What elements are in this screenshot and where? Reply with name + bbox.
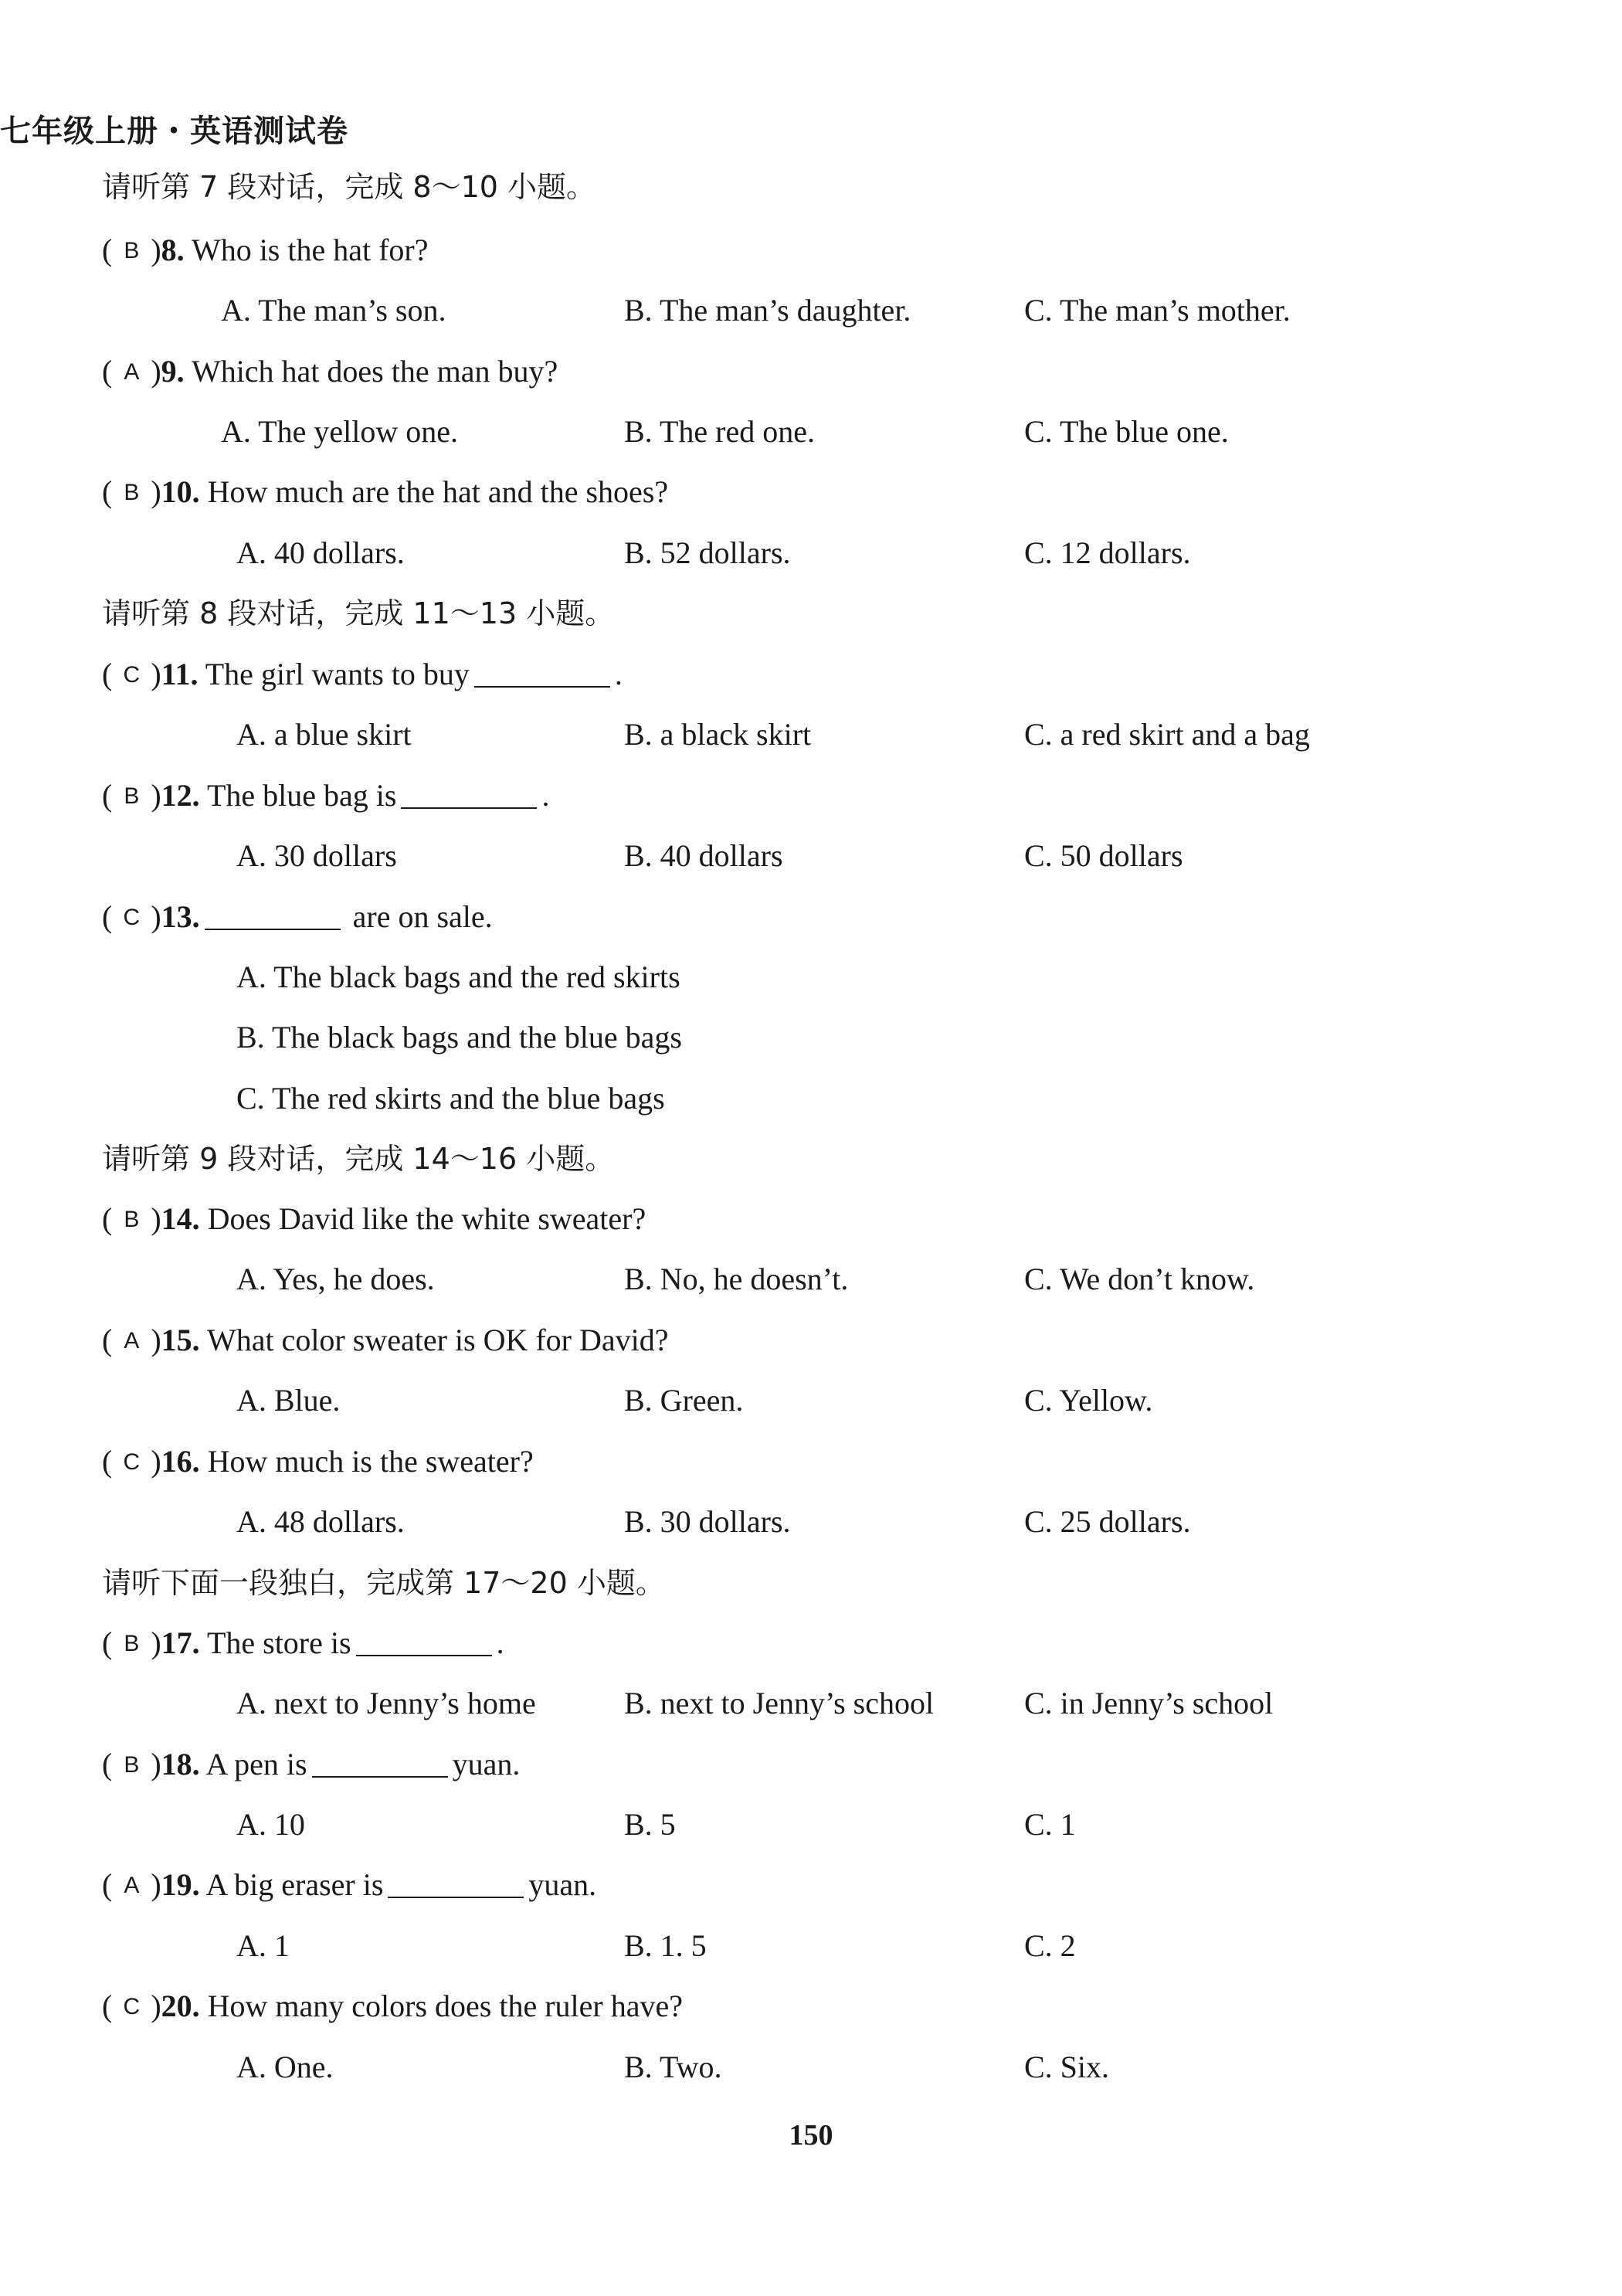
option-17b: B. next to Jenny’s school — [624, 1686, 935, 1720]
question-9: ( A )9. Which hat does the man buy? — [102, 353, 558, 391]
answer-18: B — [124, 1752, 140, 1778]
option-17c: C. in Jenny’s school — [1024, 1686, 1274, 1720]
section-instruction-monologue: 请听下面一段独白，完成第 17～20 小题。 — [102, 1566, 665, 1600]
answer-12: B — [124, 783, 140, 809]
section-instruction-8: 请听第 8 段对话，完成 11～13 小题。 — [102, 596, 615, 630]
option-13c: C. The red skirts and the blue bags — [236, 1081, 665, 1116]
option-15b: B. Green. — [624, 1383, 744, 1418]
section-instruction-9: 请听第 9 段对话，完成 14～16 小题。 — [102, 1142, 615, 1176]
question-13: ( C )13. are on sale. — [102, 898, 493, 936]
answer-blank — [356, 1629, 492, 1656]
question-12: ( B )12. The blue bag is . — [102, 777, 549, 815]
page-number: 150 — [789, 2119, 833, 2152]
option-20c: C. Six. — [1024, 2050, 1110, 2084]
question-16: ( C )16. How much is the sweater? — [102, 1443, 534, 1481]
section-instruction-7: 请听第 7 段对话，完成 8～10 小题。 — [102, 170, 596, 204]
option-20a: A. One. — [236, 2050, 334, 2084]
page-header: 七年级上册・英语测试卷 — [0, 114, 348, 149]
answer-blank — [388, 1870, 524, 1898]
answer-blank — [205, 902, 341, 930]
question-14: ( B )14. Does David like the white sweater? — [102, 1201, 646, 1238]
question-18: ( B )18. A pen is yuan. — [102, 1746, 520, 1784]
answer-13: C — [123, 905, 141, 930]
option-19a: A. 1 — [236, 1928, 290, 1963]
question-15: ( A )15. What color sweater is OK for David? — [102, 1322, 669, 1360]
option-11b: B. a black skirt — [624, 717, 812, 752]
option-9c: C. The blue one. — [1024, 414, 1229, 449]
answer-17: B — [124, 1631, 140, 1656]
option-10b: B. 52 dollars. — [624, 535, 791, 570]
answer-blank — [474, 660, 610, 688]
option-16b: B. 30 dollars. — [624, 1504, 791, 1539]
option-14a: A. Yes, he does. — [236, 1262, 435, 1296]
answer-9: A — [124, 359, 140, 385]
option-15a: A. Blue. — [236, 1383, 341, 1418]
answer-15: A — [124, 1328, 140, 1353]
option-18a: A. 10 — [236, 1807, 305, 1842]
answer-16: C — [123, 1449, 141, 1475]
option-13a: A. The black bags and the red skirts — [236, 959, 680, 994]
option-8a: A. The man’s son. — [221, 293, 446, 328]
option-11c: C. a red skirt and a bag — [1024, 717, 1310, 752]
option-19c: C. 2 — [1024, 1928, 1076, 1963]
question-11: ( C )11. The girl wants to buy . — [102, 656, 623, 694]
option-14b: B. No, he doesn’t. — [624, 1262, 849, 1296]
option-19b: B. 1. 5 — [624, 1928, 707, 1963]
answer-19: A — [124, 1873, 140, 1898]
option-12a: A. 30 dollars — [236, 838, 397, 873]
option-12c: C. 50 dollars — [1024, 838, 1183, 873]
option-17a: A. next to Jenny’s home — [236, 1686, 536, 1720]
answer-8: B — [124, 238, 140, 263]
question-19: ( A )19. A big eraser is yuan. — [102, 1866, 596, 1904]
question-20: ( C )20. How many colors does the ruler have? — [102, 1988, 683, 2026]
answer-14: B — [124, 1207, 140, 1232]
option-9b: B. The red one. — [624, 414, 815, 449]
option-14c: C. We don’t know. — [1024, 1262, 1255, 1296]
option-8b: B. The man’s daughter. — [624, 293, 911, 328]
option-15c: C. Yellow. — [1024, 1383, 1153, 1418]
answer-11: C — [123, 662, 141, 688]
option-11a: A. a blue skirt — [236, 717, 412, 752]
option-10a: A. 40 dollars. — [236, 535, 405, 570]
answer-blank — [312, 1750, 448, 1778]
option-16c: C. 25 dollars. — [1024, 1504, 1191, 1539]
option-10c: C. 12 dollars. — [1024, 535, 1191, 570]
option-8c: C. The man’s mother. — [1024, 293, 1291, 328]
answer-20: C — [123, 1994, 141, 2019]
question-8: ( B )8. Who is the hat for? — [102, 232, 429, 270]
answer-10: B — [124, 480, 140, 505]
option-18c: C. 1 — [1024, 1807, 1076, 1842]
option-9a: A. The yellow one. — [221, 414, 458, 449]
question-10: ( B )10. How much are the hat and the shoes? — [102, 474, 668, 511]
option-20b: B. Two. — [624, 2050, 722, 2084]
answer-blank — [401, 781, 537, 809]
option-12b: B. 40 dollars — [624, 838, 783, 873]
option-16a: A. 48 dollars. — [236, 1504, 405, 1539]
question-17: ( B )17. The store is . — [102, 1625, 504, 1663]
option-13b: B. The black bags and the blue bags — [236, 1020, 682, 1055]
option-18b: B. 5 — [624, 1807, 676, 1842]
